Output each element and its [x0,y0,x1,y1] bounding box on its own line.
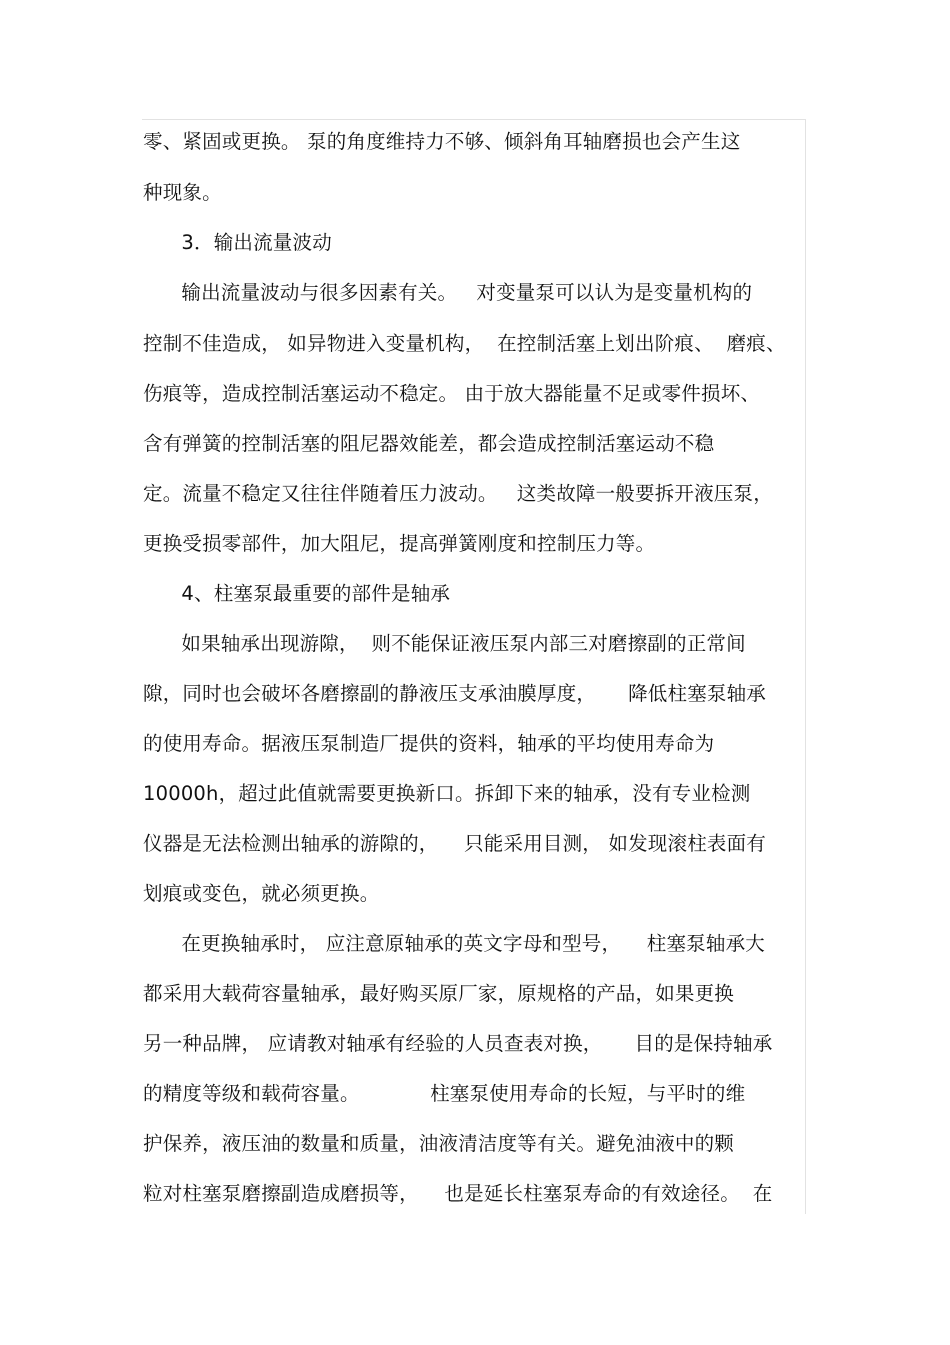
text-line: 伤痕等，造成控制活塞运动不稳定。 由于放大器能量不足或零件损坏、 [143,382,761,405]
text-line: 控制不佳造成， 如异物进入变量机构， 在控制活塞上划出阶痕、 磨痕、 [143,332,786,355]
text-line: 在更换轴承时， 应注意原轴承的英文字母和型号， 柱塞泵轴承大 [143,932,765,955]
text-line: 仪器是无法检测出轴承的游隙的， 只能采用目测， 如发现滚柱表面有 [143,832,766,855]
text-line: 定。流量不稳定又往往伴随着压力波动。 这类故障一般要拆开液压泵， [143,482,773,505]
text-line: 隙，同时也会破坏各磨擦副的静液压支承油膜厚度， 降低柱塞泵轴承 [143,682,766,705]
text-line: 护保养，液压油的数量和质量，油液清洁度等有关。避免油液中的颗 [143,1132,735,1155]
text-line: 含有弹簧的控制活塞的阻尼器效能差，都会造成控制活塞运动不稳 [143,432,715,455]
text-line: 的使用寿命。据液压泵制造厂提供的资料，轴承的平均使用寿命为 [143,732,715,755]
text-line: 划痕或变色，就必须更换。 [143,882,380,905]
text-line: 的精度等级和载荷容量。 柱塞泵使用寿命的长短，与平时的维 [143,1082,746,1105]
section-heading-3: 3．输出流量波动 [143,231,332,254]
section-heading-4: 4、柱塞泵最重要的部件是轴承 [143,582,451,605]
text-line: 如果轴承出现游隙， 则不能保证液压泵内部三对磨擦副的正常间 [143,632,746,655]
text-line: 输出流量波动与很多因素有关。 对变量泵可以认为是变量机构的 [143,281,753,304]
text-line: 零、紧固或更换。 泵的角度维持力不够、倾斜角耳轴磨损也会产生这 [143,130,741,153]
text-line: 都采用大载荷容量轴承，最好购买原厂家，原规格的产品，如果更换 [143,982,735,1005]
text-line: 粒对柱塞泵磨擦副造成磨损等， 也是延长柱塞泵寿命的有效途径。 在 [143,1182,773,1205]
text-line: 更换受损零部件，加大阻尼，提高弹簧刚度和控制压力等。 [143,532,656,555]
text-line: 种现象。 [143,181,222,204]
text-line: 10000h，超过此值就需要更换新口。拆卸下来的轴承，没有专业检测 [143,782,751,805]
text-line: 另一种品牌， 应请教对轴承有经验的人员查表对换， 目的是保持轴承 [143,1032,773,1055]
